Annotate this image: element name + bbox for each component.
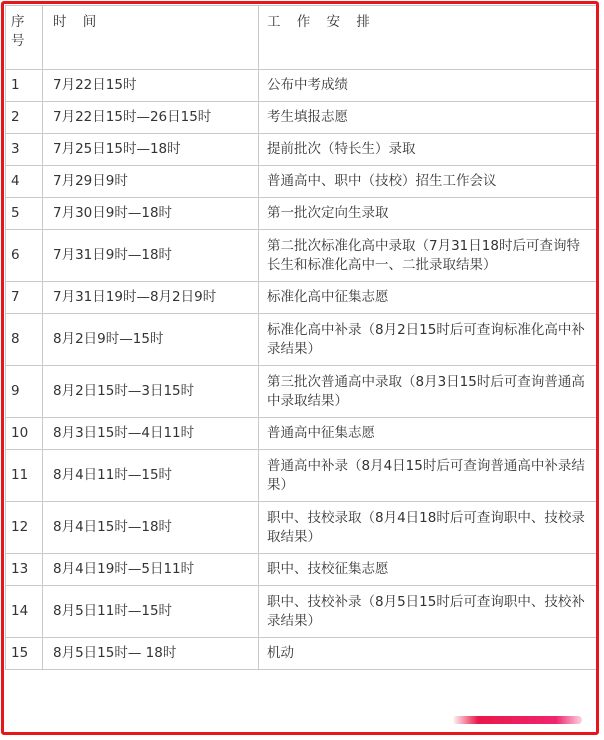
row-number: 2 [6,102,43,134]
table-row [6,586,599,638]
row-task: 职中、技校补录（8月5日15时后可查询职中、技校补录结果） [259,586,599,638]
row-task: 第二批次标准化高中录取（7月31日18时后可查询特长生和标准化高中一、二批录取结果） [259,230,599,282]
table-row [6,314,599,366]
table-row [6,502,599,554]
table-row [6,282,599,314]
table-row [6,554,599,586]
row-time: 7月25日15时—18时 [43,134,259,166]
row-number: 10 [6,418,43,450]
schedule-table [5,5,599,670]
table-row [6,198,599,230]
row-time: 7月31日9时—18时 [43,230,259,282]
row-number: 14 [6,586,43,638]
table-row [6,70,599,102]
row-time: 7月22日15时—26日15时 [43,102,259,134]
table-header-row [6,6,599,70]
table-row [6,366,599,418]
table-row [6,230,599,282]
row-time: 7月30日9时—18时 [43,198,259,230]
row-number: 6 [6,230,43,282]
row-task: 第一批次定向生录取 [259,198,599,230]
header-seq: 序号 [6,6,43,70]
row-time: 8月4日19时—5日11时 [43,554,259,586]
row-number: 8 [6,314,43,366]
watermark-blur [452,716,582,724]
row-task: 职中、技校录取（8月4日18时后可查询职中、技校录取结果） [259,502,599,554]
row-time: 8月3日15时—4日11时 [43,418,259,450]
highlight-frame [1,1,599,735]
row-task: 普通高中补录（8月4日15时后可查询普通高中补录结果） [259,450,599,502]
row-task: 普通高中、职中（技校）招生工作会议 [259,166,599,198]
row-task: 普通高中征集志愿 [259,418,599,450]
row-task: 公布中考成绩 [259,70,599,102]
table-row [6,450,599,502]
row-time: 8月2日9时—15时 [43,314,259,366]
row-time: 8月4日11时—15时 [43,450,259,502]
row-number: 3 [6,134,43,166]
row-time: 8月4日15时—18时 [43,502,259,554]
row-number: 4 [6,166,43,198]
row-time: 8月2日15时—3日15时 [43,366,259,418]
row-number: 1 [6,70,43,102]
header-time: 时 间 [43,6,259,70]
row-number: 15 [6,638,43,670]
table-row [6,638,599,670]
row-number: 13 [6,554,43,586]
row-task: 标准化高中补录（8月2日15时后可查询标准化高中补录结果） [259,314,599,366]
row-number: 5 [6,198,43,230]
row-number: 9 [6,366,43,418]
row-task: 职中、技校征集志愿 [259,554,599,586]
row-task: 机动 [259,638,599,670]
header-task: 工 作 安 排 [259,6,599,70]
row-number: 12 [6,502,43,554]
row-time: 7月22日15时 [43,70,259,102]
row-time: 7月29日9时 [43,166,259,198]
row-task: 第三批次普通高中录取（8月3日15时后可查询普通高中录取结果） [259,366,599,418]
row-number: 7 [6,282,43,314]
row-task: 标准化高中征集志愿 [259,282,599,314]
table-row [6,134,599,166]
row-number: 11 [6,450,43,502]
row-time: 8月5日15时— 18时 [43,638,259,670]
table-row [6,166,599,198]
table-row [6,102,599,134]
row-task: 提前批次（特长生）录取 [259,134,599,166]
table-row [6,418,599,450]
row-time: 8月5日11时—15时 [43,586,259,638]
row-task: 考生填报志愿 [259,102,599,134]
row-time: 7月31日19时—8月2日9时 [43,282,259,314]
